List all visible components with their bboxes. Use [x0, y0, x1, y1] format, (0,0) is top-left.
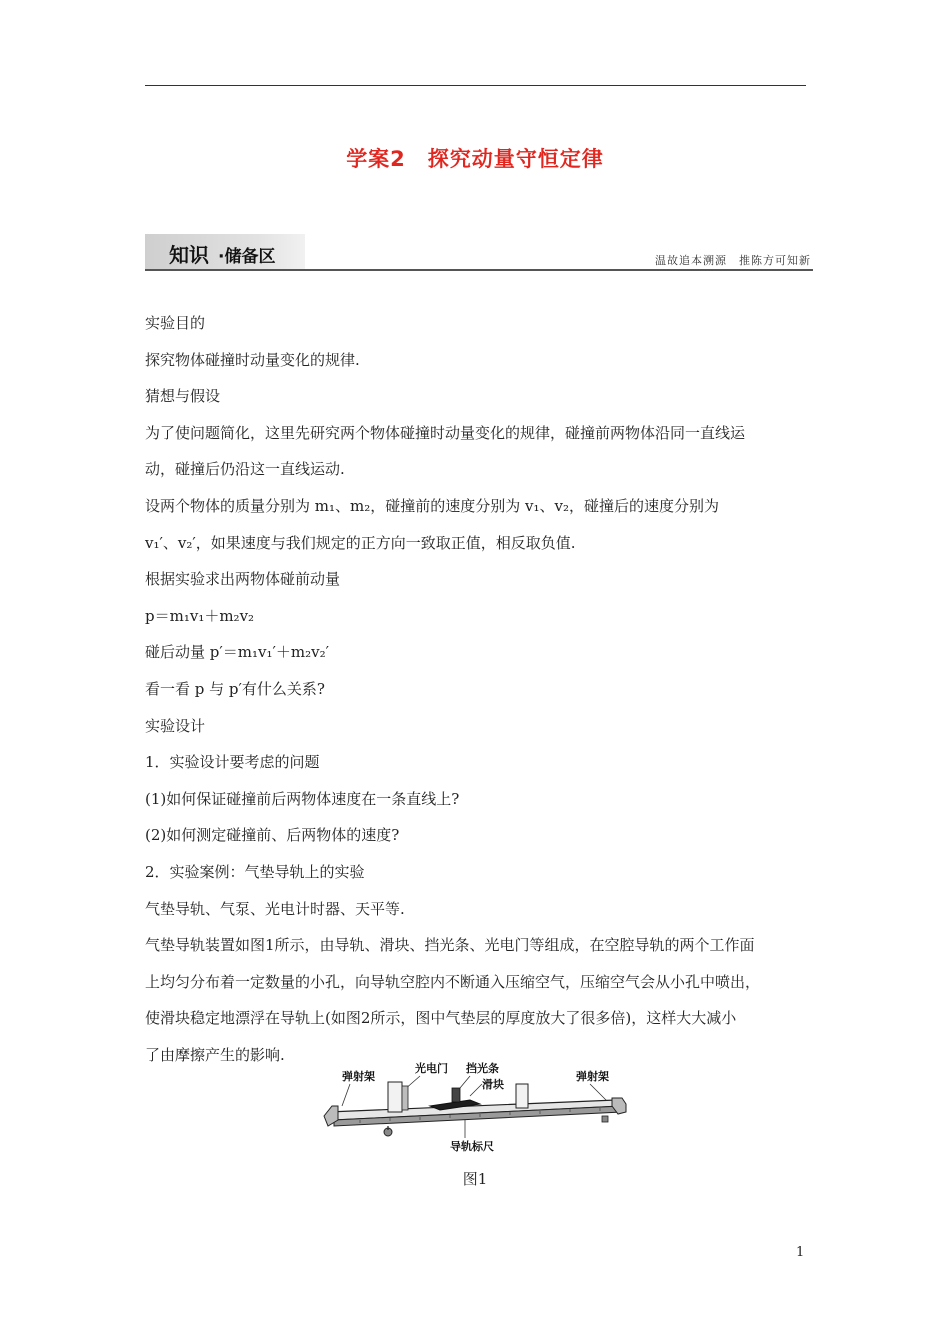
paragraph: 探究物体碰撞时动量变化的规律.	[145, 350, 360, 369]
page-number: 1	[796, 1245, 805, 1260]
heading-design: 实验设计	[145, 716, 206, 735]
paragraph: 看一看 p 与 p′有什么关系?	[145, 679, 325, 698]
paragraph: 根据实验求出两物体碰前动量	[145, 570, 341, 589]
formula-momentum-after: 碰后动量 p′＝m₁v₁′＋m₂v₂′	[145, 643, 330, 662]
figure-caption: 图1	[462, 1170, 488, 1188]
list-item: (1)如何保证碰撞前后两物体速度在一条直线上?	[145, 789, 460, 808]
air-track-figure	[320, 1060, 630, 1155]
list-item: 1．实验设计要考虑的问题	[145, 753, 320, 772]
section-sub-label: ·储备区	[218, 247, 276, 267]
heading-purpose: 实验目的	[145, 314, 206, 332]
section-header	[145, 234, 813, 270]
formula-momentum-before: p＝m₁v₁＋m₂v₂	[145, 606, 255, 625]
heading-hypothesis: 猜想与假设	[145, 387, 221, 406]
section-main-label: 知识	[169, 243, 209, 267]
label-slider: 滑块	[482, 1078, 504, 1091]
list-item: (2)如何测定碰撞前、后两物体的速度?	[145, 826, 400, 845]
paragraph: 气垫导轨、气泵、光电计时器、天平等.	[145, 899, 405, 918]
list-item: 2．实验案例：气垫导轨上的实验	[145, 862, 365, 881]
paragraph: 为了使问题简化，这里先研究两个物体碰撞时动量变化的规律，碰撞前两物体沿同一直线运	[145, 423, 746, 442]
paragraph: 气垫导轨装置如图1所示，由导轨、滑块、挡光条、光电门等组成，在空腔导轨的两个工作面	[145, 936, 755, 955]
paragraph: 设两个物体的质量分别为 m₁、m₂，碰撞前的速度分别为 v₁、v₂，碰撞后的速度分别为	[145, 496, 719, 515]
page-title: 学案2 探究动量守恒定律	[346, 147, 604, 171]
section-label-block	[145, 234, 305, 270]
label-shading-strip: 挡光条	[466, 1062, 499, 1075]
photogate	[388, 1082, 408, 1112]
paragraph: 使滑块稳定地漂浮在导轨上(如图2所示，图中气垫层的厚度放大了很多倍)，这样大大减小	[145, 1009, 737, 1028]
section-underline	[145, 269, 813, 271]
paragraph: 动，碰撞后仍沿这一直线运动.	[145, 460, 345, 479]
paragraph: 上均匀分布着一定数量的小孔，向导轨空腔内不断通入压缩空气，压缩空气会从小孔中喷出，	[145, 972, 761, 991]
shading-strip	[452, 1088, 460, 1102]
label-ruler: 导轨标尺	[450, 1140, 494, 1153]
label-left-launcher: 弹射架	[342, 1070, 375, 1083]
header-rule	[145, 85, 806, 86]
label-right-launcher: 弹射架	[576, 1070, 609, 1083]
body-text	[145, 305, 815, 1073]
section-tagline: 温故追本溯源 推陈方可知新	[655, 254, 811, 267]
paragraph: v₁′、v₂′，如果速度与我们规定的正方向一致取正值，相反取负值.	[145, 533, 576, 552]
label-photogate: 光电门	[415, 1062, 448, 1075]
paragraph: 了由摩擦产生的影响.	[145, 1045, 285, 1064]
photogate-right	[516, 1084, 528, 1108]
